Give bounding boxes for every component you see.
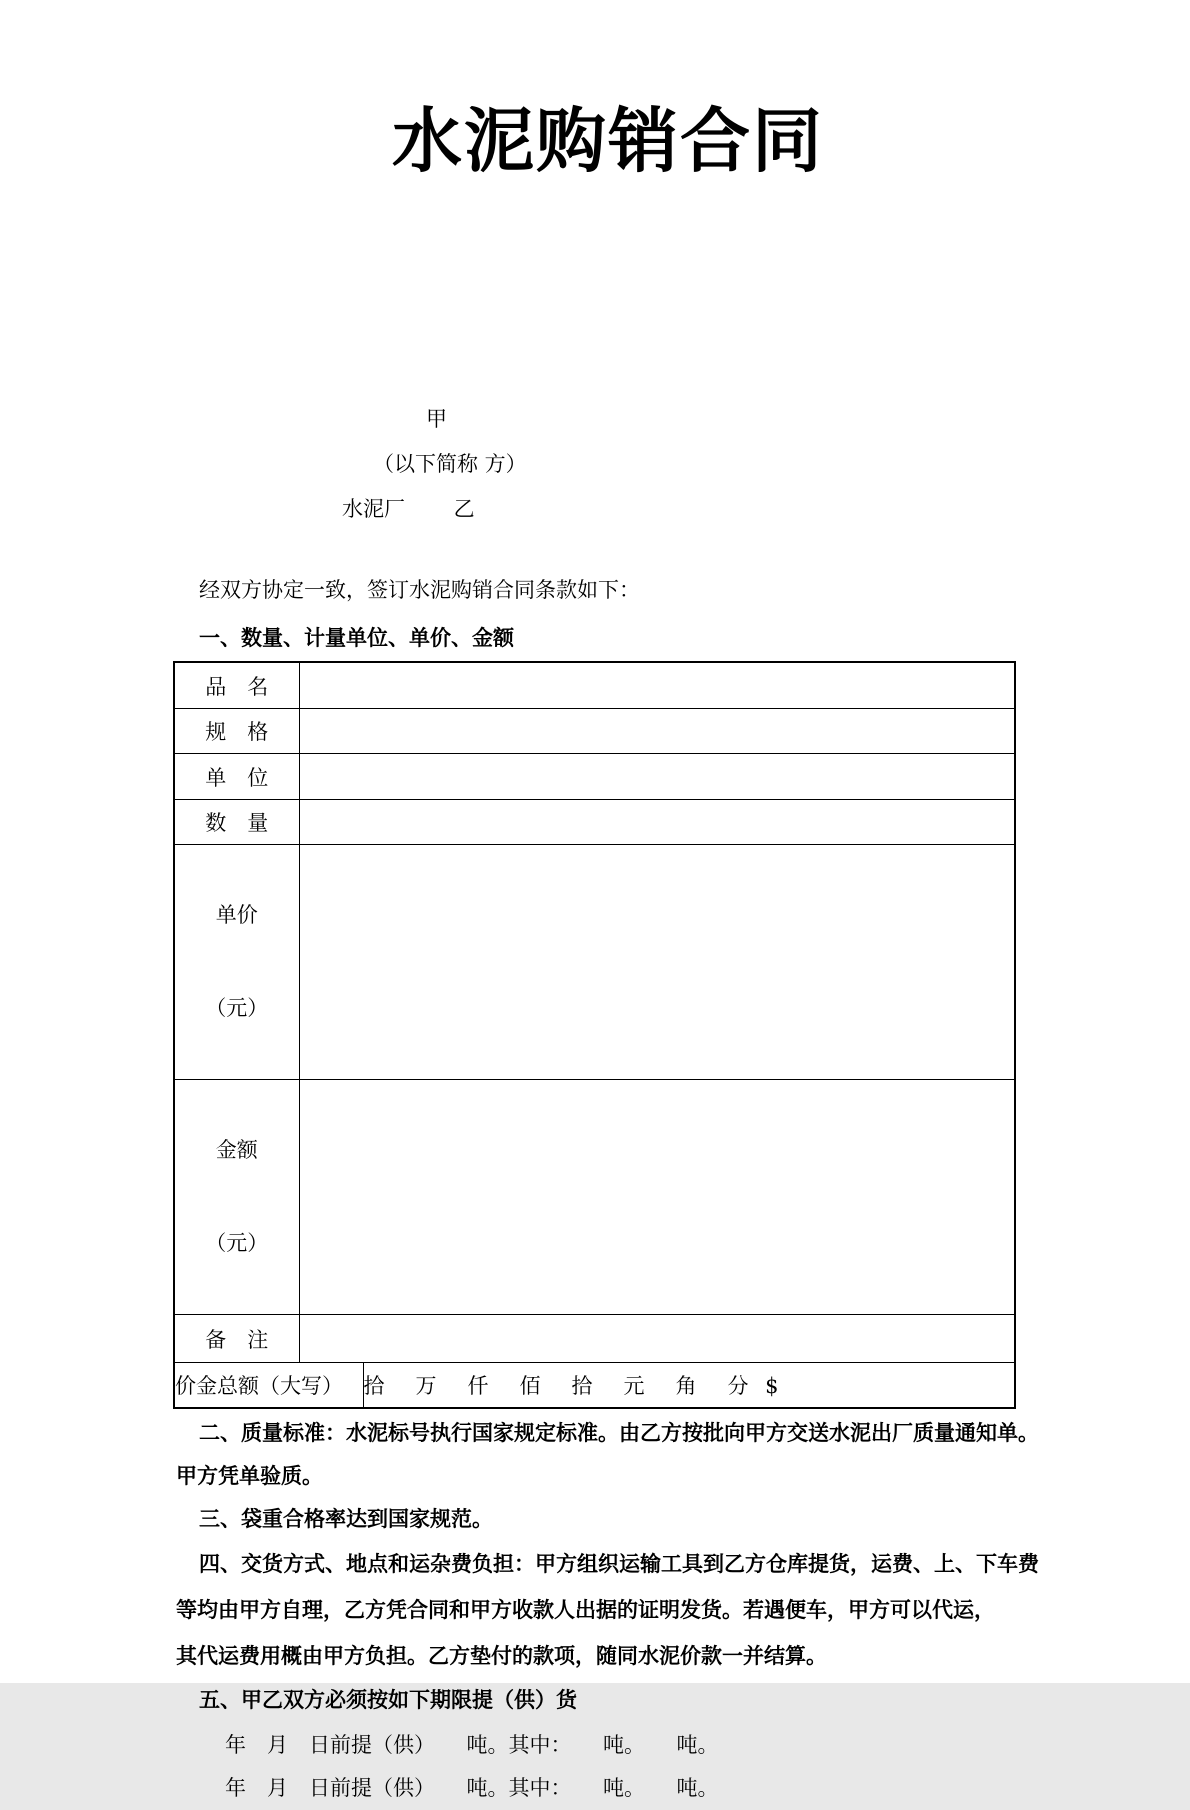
row-label-line-1: 金额 bbox=[215, 1138, 258, 1162]
party-a-line: 甲 bbox=[426, 407, 447, 431]
row-label-line-1: 单价 bbox=[215, 903, 258, 927]
row-label-line-2: （元） bbox=[205, 1231, 269, 1255]
clause-4-line-3: 其代运费用概由甲方负担。乙方垫付的款项，随同水泥价款一并结算。 bbox=[176, 1644, 827, 1668]
row-label: 单 位 bbox=[174, 754, 299, 800]
delivery-term-line: 年 月 日前提（供） 吨。其中： 吨。 吨。 bbox=[225, 1733, 719, 1757]
document-title: 水泥购销合同 bbox=[392, 99, 824, 182]
row-value-blank bbox=[299, 1080, 1015, 1315]
intro-line: 经双方协定一致，签订水泥购销合同条款如下： bbox=[199, 578, 640, 602]
row-value-blank bbox=[299, 662, 1015, 709]
table-row-amount bbox=[174, 1080, 1015, 1315]
table-row-unit-price bbox=[174, 845, 1015, 1080]
clause-3: 三、袋重合格率达到国家规范。 bbox=[199, 1507, 493, 1531]
clause-2-line-2: 甲方凭单验质。 bbox=[176, 1464, 323, 1488]
items-table bbox=[173, 661, 1016, 1409]
clause-4-line-2: 等均由甲方自理，乙方凭合同和甲方收款人出据的证明发货。若遇便车，甲方可以代运， bbox=[176, 1598, 995, 1622]
party-b-line: 水泥厂 乙 bbox=[342, 497, 475, 521]
clause-2-line-1: 二、质量标准：水泥标号执行国家规定标准。由乙方按批向甲方交送水泥出厂质量通知单。 bbox=[199, 1421, 1039, 1445]
document-content bbox=[168, 0, 1048, 1810]
table-row-unit bbox=[174, 754, 1015, 800]
row-value-blank bbox=[299, 800, 1015, 845]
row-label: 备 注 bbox=[174, 1315, 299, 1363]
row-label bbox=[174, 845, 299, 1080]
total-label: 价金总额（大写） bbox=[174, 1363, 363, 1409]
row-label: 规 格 bbox=[174, 709, 299, 754]
party-abbrev-line: （以下简称 方） bbox=[373, 452, 527, 476]
row-value-blank bbox=[299, 845, 1015, 1080]
clause-4-line-1: 四、交货方式、地点和运杂费负担：甲方组织运输工具到乙方仓库提货，运费、上、下车费 bbox=[199, 1552, 1039, 1576]
table-row-product-name bbox=[174, 662, 1015, 709]
row-value-blank bbox=[299, 754, 1015, 800]
row-value-blank bbox=[299, 709, 1015, 754]
row-label bbox=[174, 1080, 299, 1315]
row-value-blank bbox=[299, 1315, 1015, 1363]
row-label-line-2: （元） bbox=[205, 996, 269, 1020]
table-row-spec bbox=[174, 709, 1015, 754]
row-label: 品 名 bbox=[174, 662, 299, 709]
delivery-term-line: 年 月 日前提（供） 吨。其中： 吨。 吨。 bbox=[225, 1776, 719, 1800]
row-label: 数 量 bbox=[174, 800, 299, 845]
table-row-total bbox=[174, 1363, 1015, 1409]
total-value: 拾 万 仟 佰 拾 元 角 分 $ bbox=[363, 1363, 1015, 1409]
party-block bbox=[168, 397, 1048, 532]
section-1-heading: 一、数量、计量单位、单价、金额 bbox=[199, 626, 514, 650]
clauses-block bbox=[168, 1412, 1048, 1810]
table-row-quantity bbox=[174, 800, 1015, 845]
clause-5: 五、甲乙双方必须按如下期限提（供）货 bbox=[199, 1688, 577, 1712]
table-row-remarks bbox=[174, 1315, 1015, 1363]
